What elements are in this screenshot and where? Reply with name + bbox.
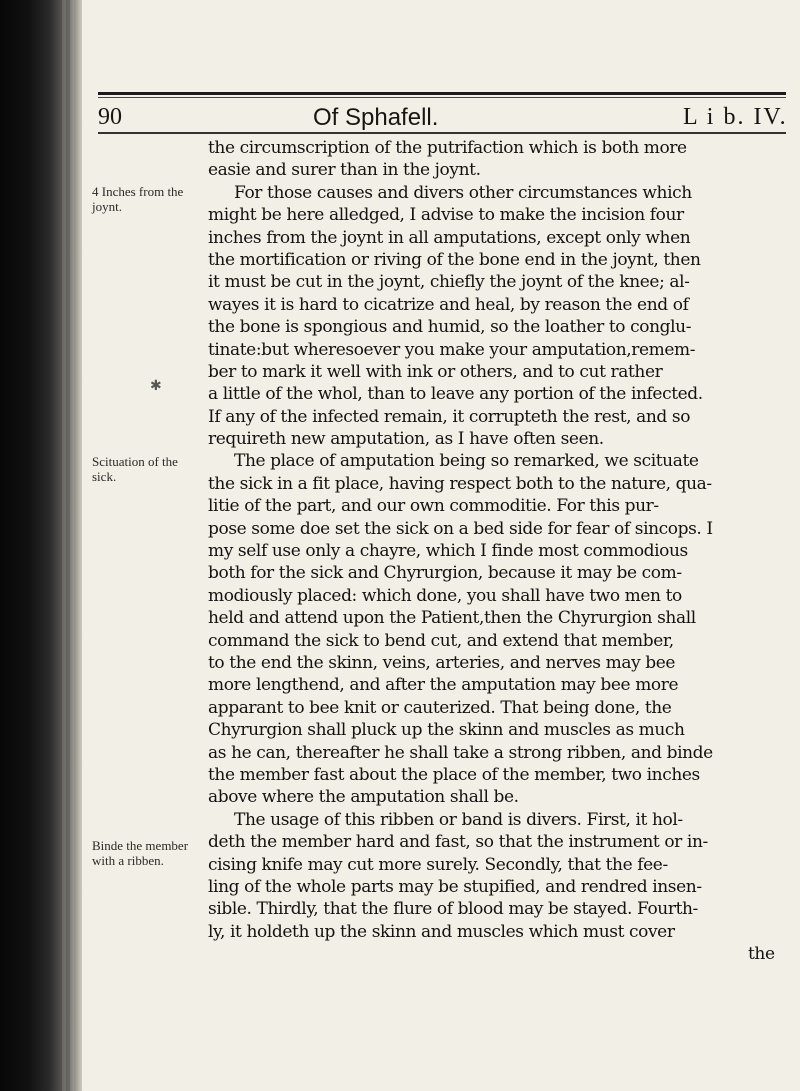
margin-note-binde: Binde the member with a ribben. <box>92 838 189 868</box>
binding-gutter <box>0 0 82 1091</box>
text-line: to the end the skinn, veins, arteries, and nerves may bee <box>208 652 676 673</box>
text-line: tinate:but wheresoever you make your amputation,remem- <box>208 339 696 360</box>
text-line: might be here alledged, I advise to make the incision four <box>208 205 684 226</box>
text-line: easie and surer than in the joynt. <box>208 160 481 181</box>
text-line: ling of the whole parts may be stupified, and rendred insen- <box>208 876 702 897</box>
gutter-stripe <box>70 0 74 1091</box>
text-line: The place of amputation being so remarked, we scituate <box>234 451 699 472</box>
text-line: command the sick to bend cut, and extend that member, <box>208 630 674 651</box>
text-line: litie of the part, and our own commoditie. For this pur- <box>208 496 659 517</box>
text-line: the bone is spongious and humid, so the loather to conglu- <box>208 317 692 338</box>
margin-note-scituation: Scituation of the sick. <box>92 454 178 484</box>
text-line: If any of the infected remain, it corrupteth the rest, and so <box>208 406 691 427</box>
header-rule-thin <box>98 97 786 98</box>
text-line: ber to mark it well with ink or others, and to cut rather <box>208 361 663 382</box>
text-line: apparant to bee knit or cauterized. That being done, the <box>208 697 672 718</box>
text-line: above where the amputation shall be. <box>208 787 519 808</box>
text-line: cising knife may cut more surely. Secondly, that the fee- <box>208 854 668 875</box>
text-line: sible. Thirdly, that the flure of blood may be stayed. Fourth- <box>208 899 698 920</box>
header-underline <box>98 132 786 134</box>
gutter-stripe <box>62 0 66 1091</box>
asterisk-mark-icon: ✱ <box>150 378 162 394</box>
text-line: deth the member hard and fast, so that the instrument or in- <box>208 832 708 853</box>
text-line: the mortification or riving of the bone end in the joynt, then <box>208 249 701 270</box>
header-rule <box>98 92 786 95</box>
text-line: pose some doe set the sick on a bed side for fear of sincops. I <box>208 518 713 539</box>
catchword: the <box>748 944 775 965</box>
text-line: both for the sick and Chyrurgion, because it may be com- <box>208 563 682 584</box>
text-line: Chyrurgion shall pluck up the skinn and muscles as much <box>208 720 685 741</box>
text-line: the circumscription of the putrifaction which is both more <box>208 138 687 158</box>
text-line: requireth new amputation, as I have often seen. <box>208 429 604 450</box>
body-text <box>208 137 793 965</box>
text-line: it must be cut in the joynt, chiefly the joynt of the knee; al- <box>208 272 690 293</box>
book-number: L i b. IV. <box>683 104 788 130</box>
text-line: the member fast about the place of the member, two inches <box>208 764 700 785</box>
text-line: modiously placed: which done, you shall have two men to <box>208 585 682 606</box>
text-line: as he can, thereafter he shall take a strong ribben, and binde <box>208 742 713 763</box>
text-line: the sick in a fit place, having respect both to the nature, qua- <box>208 473 712 494</box>
running-title: Of Sphafell. <box>313 104 439 131</box>
text-line: held and attend upon the Patient,then the Chyrurgion shall <box>208 608 696 629</box>
page-number: 90 <box>98 104 122 130</box>
text-line: a little of the whol, than to leave any portion of the infected. <box>208 384 703 405</box>
margin-note-inches: 4 Inches from the joynt. <box>92 184 184 214</box>
text-line: wayes it is hard to cicatrize and heal, by reason the end of <box>208 294 689 315</box>
text-line: inches from the joynt in all amputations, except only when <box>208 227 691 248</box>
text-line: For those causes and divers other circumstances which <box>234 182 692 203</box>
text-line: ly, it holdeth up the skinn and muscles which must cover <box>208 921 675 942</box>
text-line: my self use only a chayre, which I finde most commodious <box>208 541 688 562</box>
text-line: more lengthend, and after the amputation may bee more <box>208 675 679 696</box>
text-line: The usage of this ribben or band is divers. First, it hol- <box>234 809 683 830</box>
